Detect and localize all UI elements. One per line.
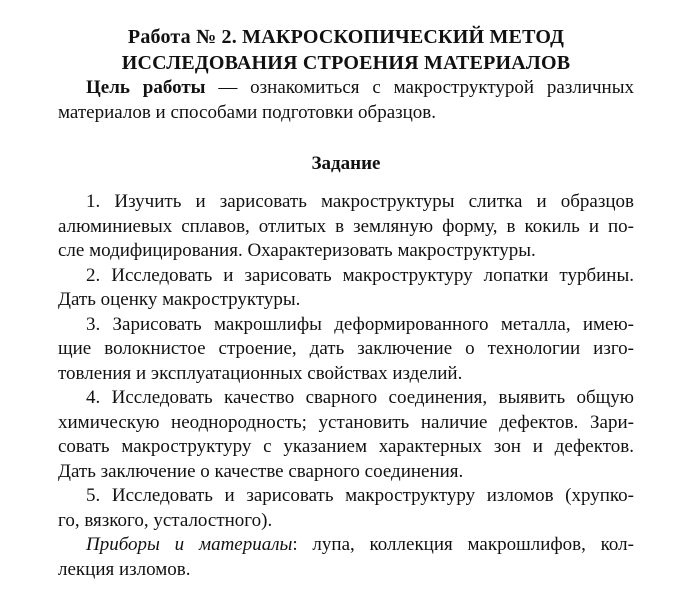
task-line: 5. Исследовать и зарисовать макроструктуру изломов (хрупко- <box>86 485 634 506</box>
task-line: 4. Исследовать качество сварного соединения, выявить общую <box>86 387 634 408</box>
goal-paragraph <box>58 76 634 125</box>
materials-paragraph <box>58 533 634 582</box>
task-line: химическую неоднородность; установить наличие дефектов. Зари- <box>58 411 634 433</box>
task-item-1 <box>58 190 634 264</box>
goal-label: Цель работы <box>86 77 206 98</box>
task-item-4 <box>58 386 634 484</box>
task-heading: Задание <box>311 153 381 174</box>
title-line-2: ИССЛЕДОВАНИЯ СТРОЕНИЯ МАТЕРИАЛОВ <box>121 52 571 74</box>
task-line: 2. Исследовать и зарисовать макроструктуру лопатки турбины. <box>86 264 634 286</box>
task-line: 3. Зарисовать макрошлифы деформированного металла, имею- <box>86 313 634 335</box>
task-item-5 <box>58 484 634 533</box>
goal-line-1-text: — ознакомиться с макроструктурой различных <box>205 77 634 98</box>
task-line: товления и эксплуатационных свойствах изделий. <box>58 362 463 384</box>
page-title <box>58 24 634 76</box>
task-line: совать макроструктуру с указанием характерных зон и дефектов. <box>58 436 634 457</box>
goal-line-2: материалов и способами подготовки образцов. <box>58 101 437 123</box>
task-line: Дать заключение о качестве сварного соединения. <box>58 460 464 482</box>
task-list <box>58 190 634 582</box>
title-line-1: Работа № 2. МАКРОСКОПИЧЕСКИЙ МЕТОД <box>127 26 565 48</box>
task-line: алюминиевых сплавов, отлитых в земляную форму, в кокиль и по- <box>58 215 634 237</box>
materials-line-1-text: : лупа, коллекция макрошлифов, кол- <box>292 534 634 555</box>
task-line: щие волокнистое строение, дать заключение о технологии изго- <box>58 338 634 359</box>
task-line: Дать оценку макроструктуры. <box>58 289 301 310</box>
task-line: го, вязкого, усталостного). <box>58 509 273 531</box>
task-line: 1. Изучить и зарисовать макроструктуры слитка и образцов <box>86 191 634 212</box>
materials-line-1 <box>58 533 634 558</box>
materials-label: Приборы и материалы <box>86 534 293 555</box>
task-item-2 <box>58 264 634 313</box>
task-line: сле модифицирования. Охарактеризовать макроструктуры. <box>58 240 536 261</box>
goal-line-1 <box>58 76 634 101</box>
materials-line-2: лекция изломов. <box>58 558 191 580</box>
task-item-3 <box>58 313 634 387</box>
